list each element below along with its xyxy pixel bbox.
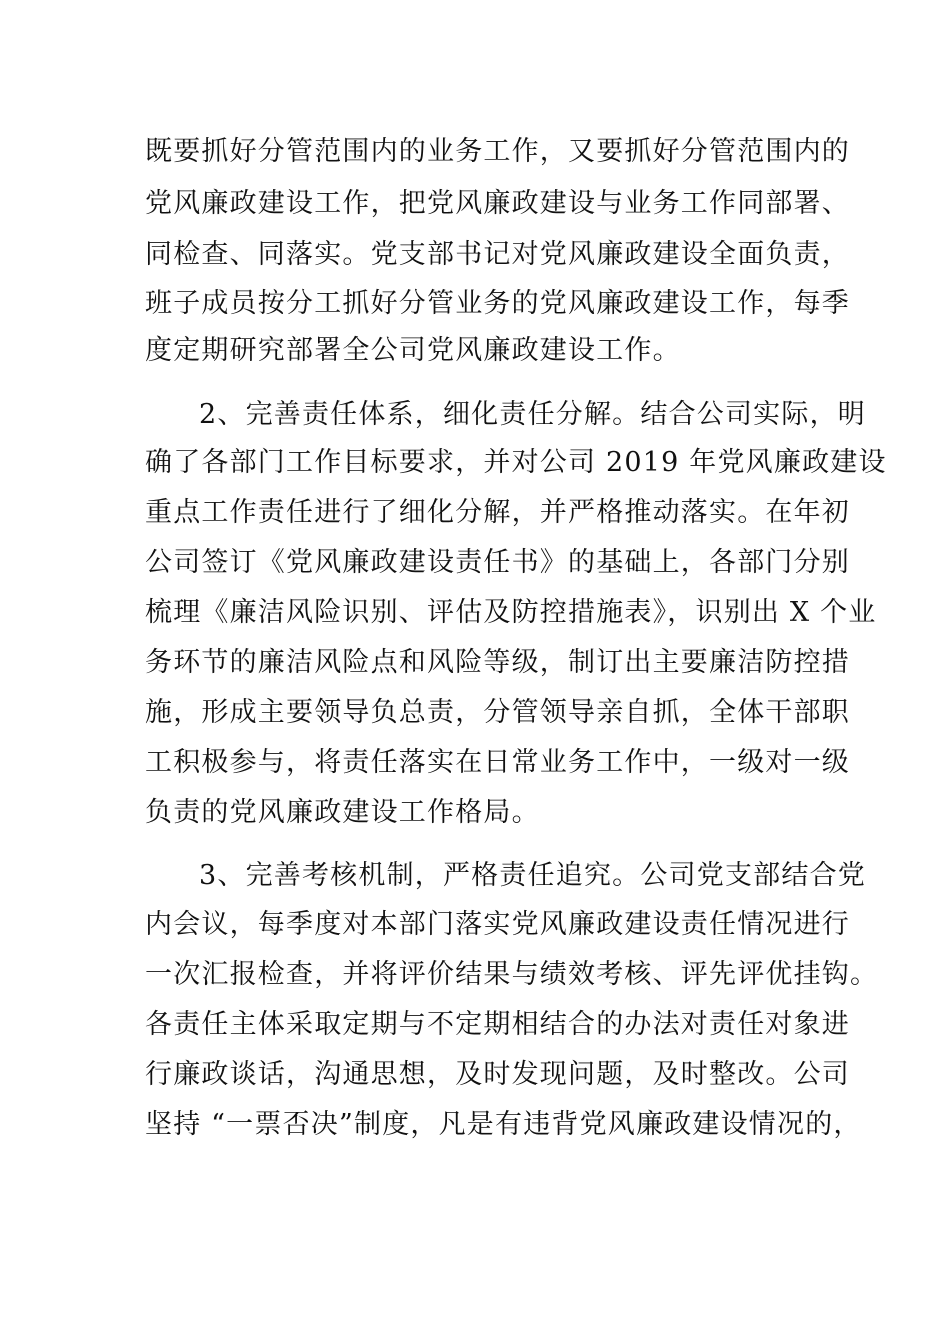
- text-line: 同检查、同落实。党支部书记对党风廉政建设全面负责，: [145, 239, 850, 270]
- text-line: 内会议，每季度对本部门落实党风廉政建设责任情况进行: [145, 909, 850, 940]
- text-line: 一次汇报检查，并将评价结果与绩效考核、评先评优挂钩。: [145, 959, 879, 990]
- text-line: 行廉政谈话，沟通思想，及时发现问题，及时整改。公司: [145, 1059, 850, 1090]
- paragraph-2-first-line: 2、完善责任体系，细化责任分解。结合公司实际，明: [199, 399, 866, 430]
- text-line: 重点工作责任进行了细化分解，并严格推动落实。在年初: [145, 497, 850, 528]
- text-line: 负责的党风廉政建设工作格局。: [145, 797, 540, 828]
- text-line: 梳理《廉洁风险识别、评估及防控措施表》，识别出 X 个业: [145, 597, 877, 628]
- text-line: 务环节的廉洁风险点和风险等级，制订出主要廉洁防控措: [145, 647, 850, 678]
- text-line: 党风廉政建设工作，把党风廉政建设与业务工作同部署、: [145, 188, 850, 219]
- text-line: 工积极参与，将责任落实在日常业务工作中，一级对一级: [145, 747, 850, 778]
- text-line: 公司签订《党风廉政建设责任书》的基础上，各部门分别: [145, 547, 850, 578]
- text-line: 既要抓好分管范围内的业务工作，又要抓好分管范围内的: [145, 136, 850, 167]
- text-line: 施，形成主要领导负总责，分管领导亲自抓，全体干部职: [145, 697, 850, 728]
- text-line: 坚持 “一票否决”制度，凡是有违背党风廉政建设情况的，: [145, 1109, 862, 1140]
- text-line: 各责任主体采取定期与不定期相结合的办法对责任对象进: [145, 1009, 850, 1040]
- text-line: 班子成员按分工抓好分管业务的党风廉政建设工作，每季: [145, 288, 850, 319]
- text-line: 度定期研究部署全公司党风廉政建设工作。: [145, 335, 681, 366]
- paragraph-3-first-line: 3、完善考核机制，严格责任追究。公司党支部结合党: [199, 860, 866, 891]
- text-line: 确了各部门工作目标要求，并对公司 2019 年党风廉政建设: [145, 447, 887, 478]
